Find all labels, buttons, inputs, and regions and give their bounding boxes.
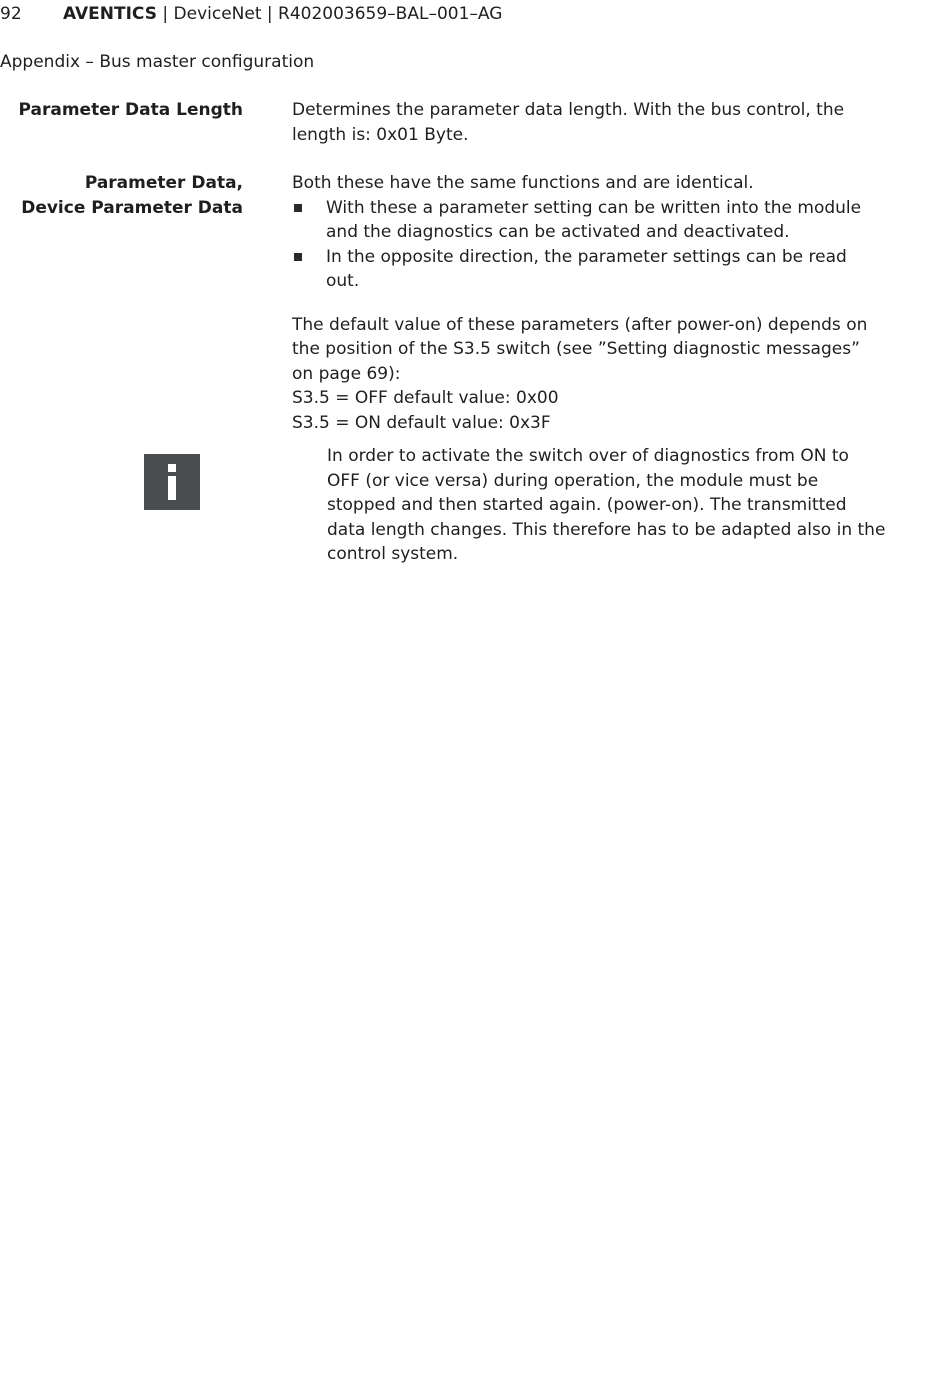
- header-separator: |: [156, 4, 174, 24]
- definition-intro: Both these have the same functions and are identical.: [292, 173, 754, 193]
- term-line: Device Parameter Data: [21, 197, 243, 218]
- default-value-paragraph: The default value of these parameters (after power-on) depends on the position of the S3.5 switch (see ”Setting diagnostic messages” on page 69):: [292, 314, 868, 384]
- definition-text: Determines the parameter data length. With the bus control, the length is: 0x01 Byte.: [292, 100, 845, 145]
- list-item: [292, 196, 882, 245]
- note-text: In order to activate the switch over of diagnostics from ON to OFF (or vice versa) during operation, the module must be stopped and then started again. (power-on). The transmitted data length changes. This therefore has to be adapted also in the control system.: [327, 446, 886, 564]
- square-bullet-icon: [294, 253, 302, 261]
- document-info: DeviceNet | R402003659–BAL–001–AG: [173, 4, 503, 24]
- page-header: [0, 3, 502, 25]
- term-line: Parameter Data,: [84, 173, 243, 193]
- definition-parameter-data: [292, 171, 882, 435]
- term-parameter-data-length: [19, 98, 244, 123]
- list-item: [292, 245, 882, 294]
- default-value-on: S3.5 = ON default value: 0x3F: [292, 412, 551, 433]
- page-number: 92: [0, 4, 22, 24]
- term-parameter-data: [21, 171, 243, 220]
- bullet-list: [292, 196, 882, 294]
- list-item-text: With these a parameter setting can be written into the module and the diagnostics can be activated and deactivated.: [326, 197, 862, 242]
- list-item-text: In the opposite direction, the parameter settings can be read out.: [326, 246, 847, 291]
- info-icon: [144, 454, 200, 510]
- section-title: Appendix – Bus master configuration: [0, 52, 315, 72]
- default-value-off: S3.5 = OFF default value: 0x00: [292, 388, 559, 408]
- definition-parameter-data-length: [292, 98, 882, 147]
- square-bullet-icon: [294, 204, 302, 212]
- brand-name: AVENTICS: [63, 4, 157, 24]
- term-line: Parameter Data Length: [18, 100, 243, 120]
